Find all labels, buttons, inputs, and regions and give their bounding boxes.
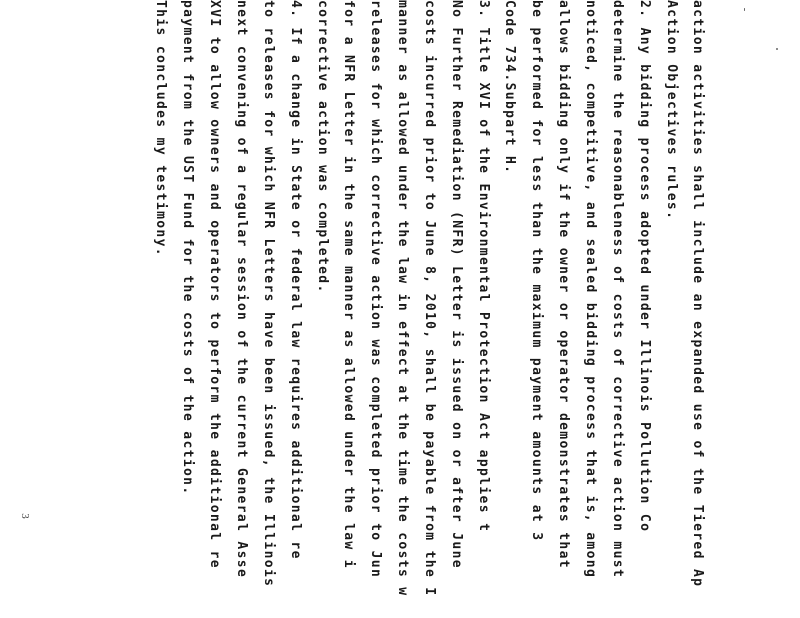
rotated-text-block — [138, 0, 718, 618]
text-line: to releases for which NFR Letters have been issued, the Illinois — [261, 0, 276, 588]
text-line: costs incurred prior to June 8, 2010, shall be payable from the I — [422, 0, 437, 597]
page-number: 3 — [18, 513, 31, 519]
text-line: corrective action was completed. — [315, 0, 330, 294]
text-line: manner as allowed under the law in effect at the time the costs w — [395, 0, 410, 597]
text-line: This concludes my testimony. — [153, 0, 168, 257]
text-line: payment from the UST Fund for the costs of the action. — [180, 0, 195, 496]
scan-speck — [776, 48, 778, 50]
text-line: releases for which corrective action was completed prior to Jun — [368, 0, 383, 579]
text-line: 2. Any bidding process adopted under Illinois Pollution Co — [637, 0, 652, 533]
text-line: 4. If a change in State or federal law requires additional re — [288, 0, 303, 560]
text-line: No Further Remediation (NFR) Letter is issued on or after June — [449, 0, 464, 569]
text-line: Code 734.Subpart H. — [502, 0, 517, 175]
text-line: for a NFR Letter in the same manner as allowed under the law i — [341, 0, 356, 569]
text-line: noticed, competitive, and sealed bidding process that is, among — [583, 0, 598, 579]
text-line: allows bidding only if the owner or operator demonstrates that — [556, 0, 571, 569]
text-line: 3. Title XVI of the Environmental Protection Act applies t — [476, 0, 491, 533]
text-line: be performed for less than the maximum payment amounts at 3 — [529, 0, 544, 542]
text-line: XVI to allow owners and operators to perform the additional re — [207, 0, 222, 569]
text-line: Action Objectives rules. — [664, 0, 679, 221]
text-line: next convening of a regular session of the current General Asse — [234, 0, 249, 579]
text-line: action activities shall include an expanded use of the Tiered Ap — [690, 0, 705, 588]
text-line: determine the reasonableness of costs of corrective action must — [610, 0, 625, 579]
scan-speck — [744, 8, 745, 11]
